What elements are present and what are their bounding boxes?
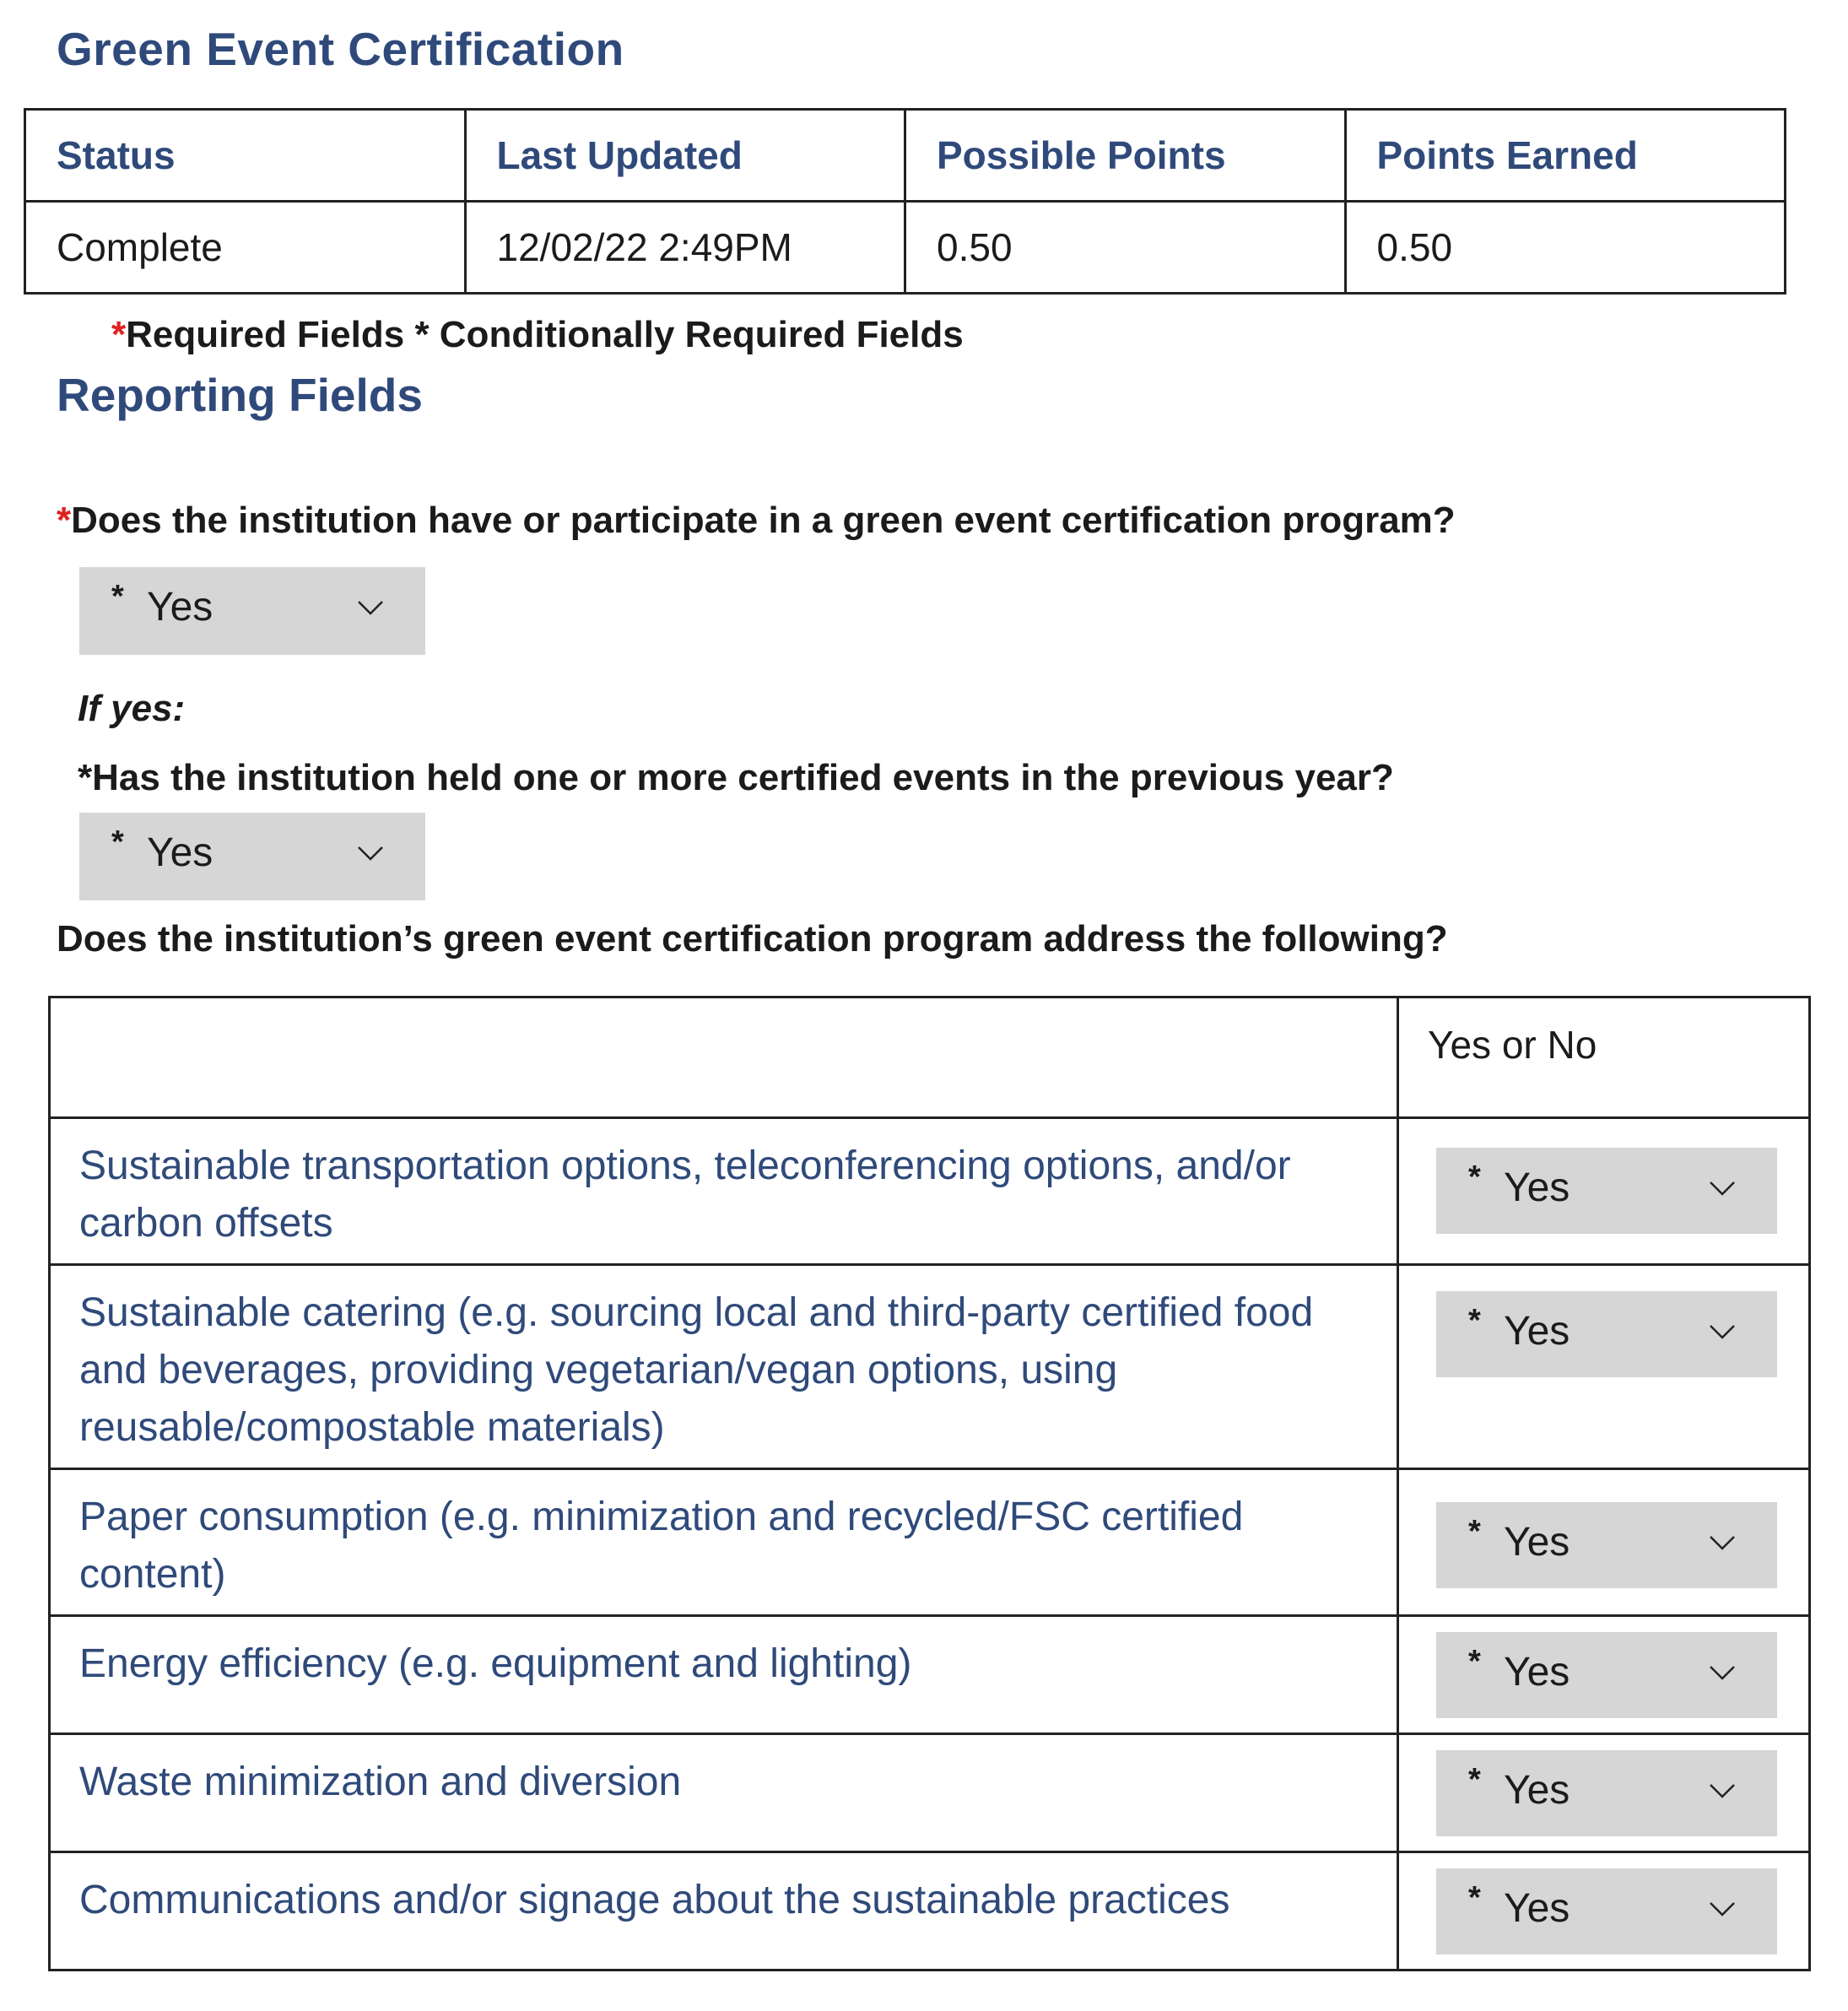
- conditional-star: *: [1468, 1762, 1481, 1797]
- practice-label: Energy efficiency (e.g. equipment and lighting): [50, 1616, 1398, 1734]
- chevron-down-icon: [1708, 1776, 1737, 1804]
- points-earned-header: Points Earned: [1345, 110, 1786, 202]
- practices-header-blank: [50, 997, 1398, 1118]
- possible-points-value: 0.50: [905, 202, 1346, 294]
- chevron-down-icon: [1708, 1894, 1737, 1922]
- practices-table: [48, 996, 1811, 1971]
- possible-points-header: Possible Points: [905, 110, 1346, 202]
- practice-label: Waste minimization and diversion: [50, 1734, 1398, 1852]
- conditional-star: *: [1468, 1160, 1481, 1195]
- practice-select-cell: [1398, 1852, 1810, 1970]
- green-event-program-select[interactable]: [79, 567, 425, 655]
- question-text: Does the institution have or participate in a green event certification program?: [71, 500, 1456, 541]
- select-value: Yes: [1504, 1165, 1570, 1210]
- practice-select[interactable]: [1436, 1750, 1777, 1836]
- practice-select-cell: [1398, 1616, 1810, 1734]
- practice-select[interactable]: [1436, 1502, 1777, 1588]
- section-title: Reporting Fields: [57, 369, 423, 421]
- practice-select[interactable]: [1436, 1868, 1777, 1954]
- conditional-star: *: [111, 579, 124, 614]
- practices-header-row: [50, 997, 1810, 1118]
- chevron-down-icon: [1708, 1173, 1737, 1202]
- chevron-down-icon: [1708, 1527, 1737, 1556]
- select-value: Yes: [147, 585, 213, 630]
- practice-label: Sustainable transportation options, teleconferencing options, and/or carbon offsets: [50, 1118, 1398, 1265]
- conditional-star: *: [1468, 1514, 1481, 1549]
- practice-select-cell: [1398, 1265, 1810, 1469]
- chevron-down-icon: [1708, 1657, 1737, 1686]
- yes-or-no-header: Yes or No: [1398, 997, 1810, 1118]
- if-yes-label: If yes:: [78, 688, 186, 729]
- practice-row: [50, 1265, 1810, 1469]
- page-title: Green Event Certification: [57, 23, 624, 75]
- status-value: Complete: [25, 202, 466, 294]
- required-fields-text: Required Fields: [126, 314, 405, 355]
- certified-events-select[interactable]: [79, 813, 425, 900]
- status-header: Status: [25, 110, 466, 202]
- last-updated-value: 12/02/22 2:49PM: [465, 202, 905, 294]
- conditional-star: *: [111, 824, 124, 860]
- conditional-star: *: [1468, 1644, 1481, 1679]
- select-value: Yes: [1504, 1309, 1570, 1354]
- practice-select-cell: [1398, 1469, 1810, 1616]
- select-value: Yes: [1504, 1650, 1570, 1695]
- select-value: Yes: [1504, 1886, 1570, 1931]
- conditional-star: *: [1468, 1303, 1481, 1338]
- points-earned-value: 0.50: [1345, 202, 1786, 294]
- required-star: *: [111, 314, 127, 355]
- practice-select-cell: [1398, 1734, 1810, 1852]
- practice-select[interactable]: [1436, 1291, 1777, 1377]
- question-certified-events: *Has the institution held one or more certified events in the previous year?: [78, 757, 1394, 798]
- question-green-event-program: [57, 500, 1456, 542]
- conditional-star: *: [1468, 1880, 1481, 1916]
- practice-row: [50, 1734, 1810, 1852]
- required-star: *: [57, 500, 72, 541]
- question-program-addresses: Does the institution’s green event certification program address the following?: [57, 918, 1448, 960]
- status-table-header-row: [25, 110, 1786, 202]
- chevron-down-icon: [1708, 1316, 1737, 1345]
- practice-label: Paper consumption (e.g. minimization and recycled/FSC certified content): [50, 1469, 1398, 1616]
- practice-label: Sustainable catering (e.g. sourcing local and third-party certified food and beverages, providing vegetarian/vegan options, using reusable/compostable materials): [50, 1265, 1398, 1469]
- practice-row: [50, 1616, 1810, 1734]
- practice-select[interactable]: [1436, 1148, 1777, 1234]
- conditional-fields-text: * Conditionally Required Fields: [414, 314, 964, 355]
- chevron-down-icon: [356, 592, 385, 621]
- last-updated-header: Last Updated: [465, 110, 905, 202]
- practice-label: Communications and/or signage about the sustainable practices: [50, 1852, 1398, 1970]
- practice-select[interactable]: [1436, 1632, 1777, 1718]
- practice-select-cell: [1398, 1118, 1810, 1265]
- select-value: Yes: [1504, 1520, 1570, 1565]
- practice-row: [50, 1118, 1810, 1265]
- select-value: Yes: [147, 830, 213, 875]
- select-value: Yes: [1504, 1768, 1570, 1813]
- practice-row: [50, 1469, 1810, 1616]
- chevron-down-icon: [356, 838, 385, 867]
- status-table: [24, 108, 1786, 295]
- practice-row: [50, 1852, 1810, 1970]
- status-table-value-row: [25, 202, 1786, 294]
- required-fields-legend: [111, 314, 964, 356]
